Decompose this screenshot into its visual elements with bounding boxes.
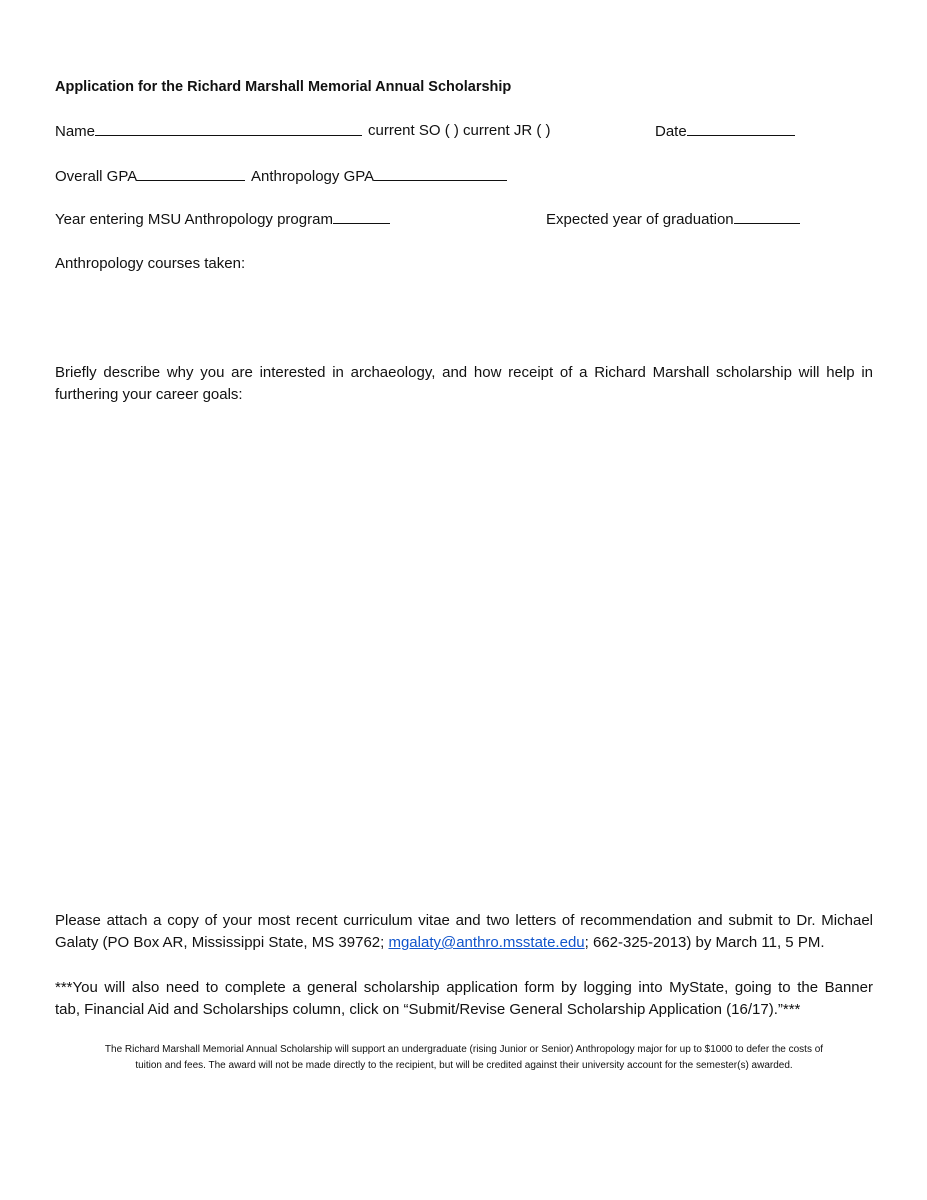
- name-blank[interactable]: [95, 121, 362, 136]
- describe-prompt: [55, 362, 873, 406]
- expected-grad-label: Expected year of graduation: [546, 211, 734, 228]
- date-field[interactable]: [655, 121, 795, 142]
- anthro-gpa-label: Anthropology GPA: [251, 168, 375, 185]
- footnote-line-1: The Richard Marshall Memorial Annual Scholarship will support an undergraduate (rising Junior or Senior) Anthropology major for up to $1000 to defer the costs of: [104, 1044, 824, 1055]
- attach-line-1: Please attach a copy of your most recent curriculum vitae and two letters of recommendation and submit to Dr. Michael: [55, 912, 873, 929]
- date-blank[interactable]: [687, 121, 795, 136]
- attach-line-2-post: ; 662-325-2013) by March 11, 5 PM.: [584, 934, 825, 951]
- class-status-field[interactable]: current SO ( ) current JR ( ): [368, 122, 551, 139]
- date-label: Date: [655, 123, 687, 140]
- name-label: Name: [55, 123, 96, 140]
- general-application-note: [55, 977, 873, 1021]
- overall-gpa-field[interactable]: [55, 166, 245, 187]
- year-entering-blank[interactable]: [333, 209, 390, 224]
- name-field[interactable]: [55, 121, 362, 142]
- year-entering-field[interactable]: [55, 209, 390, 230]
- email-link[interactable]: mgalaty@anthro.msstate.edu: [388, 934, 585, 951]
- describe-line-1: Briefly describe why you are interested in archaeology, and how receipt of a Richard Marshall scholarship will help in: [55, 364, 873, 381]
- note-line-2: tab, Financial Aid and Scholarships column, click on “Submit/Revise General Scholarship Application (16/17).”***: [55, 1001, 801, 1018]
- expected-grad-blank[interactable]: [734, 209, 800, 224]
- footnote-line-2: tuition and fees. The award will not be made directly to the recipient, but will be credited against their university account for the semester(s) awarded.: [135, 1060, 793, 1071]
- anthro-gpa-field[interactable]: [251, 166, 507, 187]
- overall-gpa-blank[interactable]: [137, 166, 245, 181]
- year-entering-label: Year entering MSU Anthropology program: [55, 211, 333, 228]
- courses-label: Anthropology courses taken:: [55, 255, 246, 272]
- scholarship-footnote: [55, 1042, 873, 1074]
- expected-grad-field[interactable]: [546, 209, 800, 230]
- anthro-gpa-blank[interactable]: [374, 166, 507, 181]
- attach-instructions: [55, 910, 873, 954]
- attach-line-2-pre: Galaty (PO Box AR, Mississippi State, MS 39762;: [55, 934, 389, 951]
- note-line-1: ***You will also need to complete a general scholarship application form by logging into MyState, going to the Banner: [55, 979, 873, 996]
- form-title: Application for the Richard Marshall Memorial Annual Scholarship: [55, 79, 512, 95]
- describe-line-2: furthering your career goals:: [55, 386, 243, 403]
- overall-gpa-label: Overall GPA: [55, 168, 138, 185]
